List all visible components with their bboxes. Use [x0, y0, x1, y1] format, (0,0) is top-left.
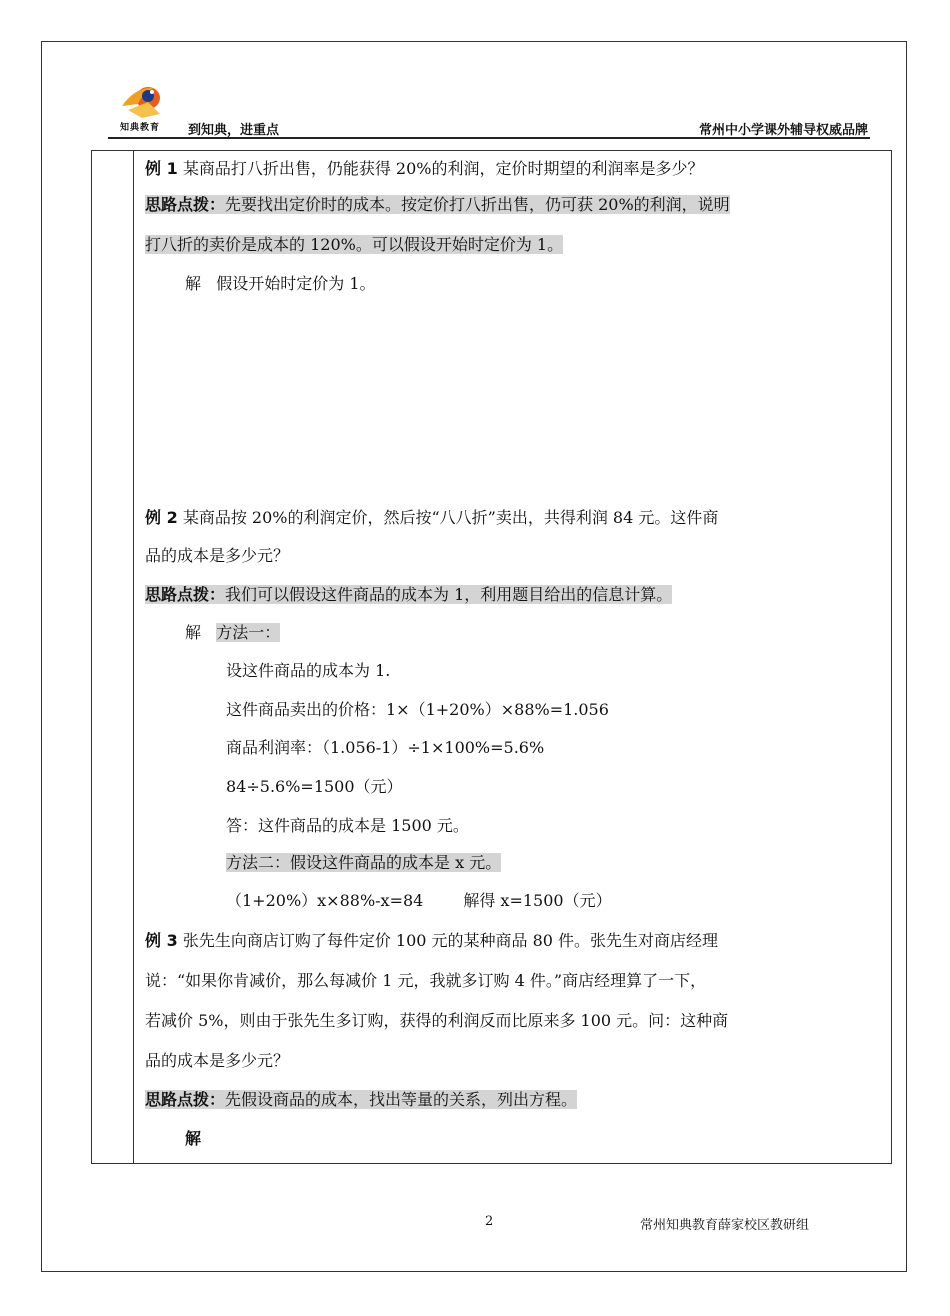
example3-question-line: 说：“如果你肯减价，那么每减价 1 元，我就多订购 4 件。”商店经理算了一下，: [145, 971, 707, 990]
header-rule: [108, 137, 870, 139]
example3-question-line: 品的成本是多少元？: [145, 1051, 290, 1070]
example2-method2-work: [226, 890, 612, 912]
footer-organization: 常州知典教育薛家校区教研组: [640, 1218, 810, 1233]
example2-question-line1: 某商品按 20%的利润定价，然后按“八八折”卖出，共得利润 84 元。这件商: [182, 508, 719, 527]
example3-question-line: 若减价 5%，则由于张先生多订购，获得的利润反而比原来多 100 元。问：这种商: [145, 1011, 729, 1030]
example2-question: [145, 507, 718, 529]
example2-step: 84÷5.6%=1500（元）: [226, 777, 403, 796]
example1-hint: [145, 194, 730, 216]
example3-label: 例 3: [145, 931, 178, 950]
example3-hint-label: 思路点拨：: [145, 1090, 226, 1109]
example2-step: 这件商品卖出的价格：1×（1+20%）×88%=1.056: [226, 700, 609, 719]
example2-method2: [226, 852, 501, 874]
example1-hint-label: 思路点拨：: [145, 195, 226, 214]
brand-logo: [108, 80, 172, 138]
example3-hint-text: 先假设商品的成本，找出等量的关系，列出方程。: [225, 1090, 578, 1109]
example2-question-cont: [145, 545, 289, 567]
example1-question-text: 某商品打八折出售，仍能获得 20%的利润，定价时期望的利润率是多少？: [182, 159, 704, 178]
example1-hint-cont: [145, 234, 563, 256]
example3-question: [145, 930, 718, 952]
example2-hint: [145, 584, 672, 606]
example3-hint: [145, 1089, 577, 1111]
example1-solution-text: 假设开始时定价为 1。: [216, 274, 376, 293]
example3-question-line1: 张先生向商店订购了每件定价 100 元的某种商品 80 件。张先生对商店经理: [182, 931, 719, 950]
table-column-divider: [133, 150, 134, 1164]
page-number: 2: [485, 1214, 494, 1229]
example2-solution: [185, 622, 280, 644]
example2-hint-label: 思路点拨：: [145, 585, 226, 604]
example2-step: 答：这件商品的成本是 1500 元。: [226, 816, 469, 835]
header-brand: 常州中小学课外辅导权威品牌: [698, 123, 868, 138]
example1-label: 例 1: [145, 159, 178, 178]
example2-method2-equation: （1+20%）x×88%-x=84: [226, 891, 424, 910]
example1-question: [145, 158, 703, 180]
example2-hint-text: 我们可以假设这件商品的成本为 1，利用题目给出的信息计算。: [225, 585, 673, 604]
example2-step: 设这件商品的成本为 1.: [226, 661, 391, 680]
example2-label: 例 2: [145, 508, 178, 527]
example2-solution-label: 解: [185, 623, 202, 642]
example2-method1-title: 方法一：: [216, 623, 281, 642]
example2-question-line2: 品的成本是多少元？: [145, 546, 290, 565]
example2-method2-title: 方法二：假设这件商品的成本是 x 元。: [226, 853, 502, 872]
logo-text: 知典教育: [119, 123, 160, 133]
example3-solution-label: 解: [185, 1129, 202, 1148]
example1-hint-line1: 先要找出定价时的成本。按定价打八折出售，仍可获 20%的利润，说明: [225, 195, 730, 214]
header-slogan: 到知典，进重点: [188, 123, 280, 138]
example1-solution: [185, 273, 376, 295]
example2-step: 商品利润率：（1.056-1）÷1×100%=5.6%: [226, 738, 545, 757]
example1-solution-label: 解: [185, 274, 202, 293]
example1-hint-line2: 打八折的卖价是成本的 120%。可以假设开始时定价为 1。: [145, 235, 564, 254]
example2-method2-result: 解得 x=1500（元）: [463, 891, 612, 910]
logo-icon: [108, 80, 172, 122]
